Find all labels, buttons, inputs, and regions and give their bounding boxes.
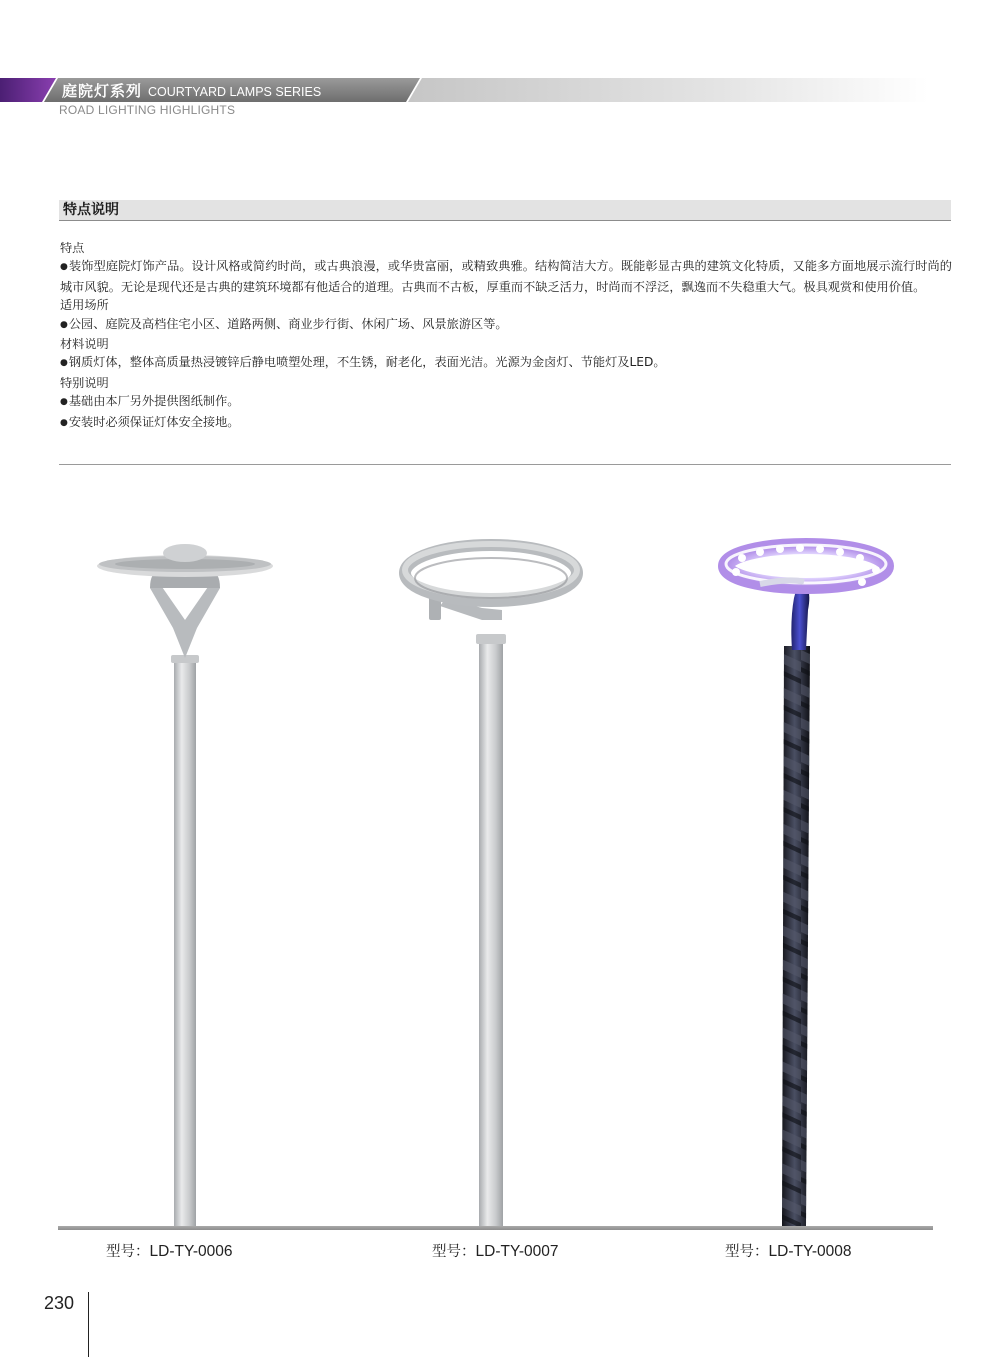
model-label-0008 — [725, 1240, 852, 1261]
page-subtitle: ROAD LIGHTING HIGHLIGHTS — [59, 103, 236, 117]
lamp-illustrations — [0, 480, 1000, 1240]
heading-materials: 材料说明 — [60, 337, 109, 352]
section-divider — [59, 464, 951, 465]
model-prefix: 型号： — [725, 1244, 769, 1260]
heading-applications: 适用场所 — [60, 298, 109, 313]
model-label-0007 — [432, 1240, 559, 1261]
model-number: LD-TY-0007 — [475, 1243, 559, 1260]
model-prefix: 型号： — [432, 1244, 476, 1260]
model-number: LD-TY-0008 — [768, 1243, 852, 1260]
lamp-ld-ty-0007 — [405, 544, 577, 1226]
series-title — [62, 79, 321, 103]
lamp-ld-ty-0006 — [97, 544, 273, 1226]
ground-line — [58, 1226, 933, 1230]
model-number: LD-TY-0006 — [149, 1243, 233, 1260]
section-header-bar — [59, 200, 951, 221]
heading-features: 特点 — [60, 241, 85, 255]
page-number: 230 — [44, 1293, 75, 1313]
model-prefix: 型号： — [106, 1244, 150, 1260]
bullet-features: ● 装饰型庭院灯饰产品。设计风格或简约时尚，或古典浪漫，或华贵富丽，或精致典雅。结构简洁大方。既能彰显古典的建筑文化特质，又能多方面地展示流行时尚的城市风貌。无论是现代还是古典的建筑环境都有他适合的道理。古典而不古板，厚重而不缺乏活力，时尚而不浮泛，飘逸而不失稳重大气。极具观赏和使用价值。 — [60, 257, 952, 296]
model-label-0006 — [106, 1240, 233, 1261]
banner-fade — [408, 78, 928, 102]
series-title-cn: 庭院灯系列 — [62, 82, 143, 100]
section-title: 特点说明 — [63, 202, 119, 218]
lamp-ld-ty-0008 — [726, 544, 886, 1226]
bullet-materials: ● 钢质灯体，整体高质量热浸镀锌后静电喷塑处理，不生锈，耐老化，表面光洁。光源为金卤灯、节能灯及LED。 — [60, 353, 952, 373]
heading-special-notes: 特别说明 — [60, 375, 109, 390]
page-number-rule — [88, 1292, 89, 1357]
bullet-applications: ● 公园、庭院及高档住宅小区、道路两侧、商业步行街、休闲广场、风景旅游区等。 — [60, 315, 952, 335]
bullet-foundation: ● 基础由本厂另外提供图纸制作。 — [60, 392, 952, 412]
series-title-en: COURTYARD LAMPS SERIES — [148, 85, 322, 99]
bullet-grounding: ● 安装时必须保证灯体安全接地。 — [60, 413, 952, 433]
feature-description — [60, 239, 952, 433]
